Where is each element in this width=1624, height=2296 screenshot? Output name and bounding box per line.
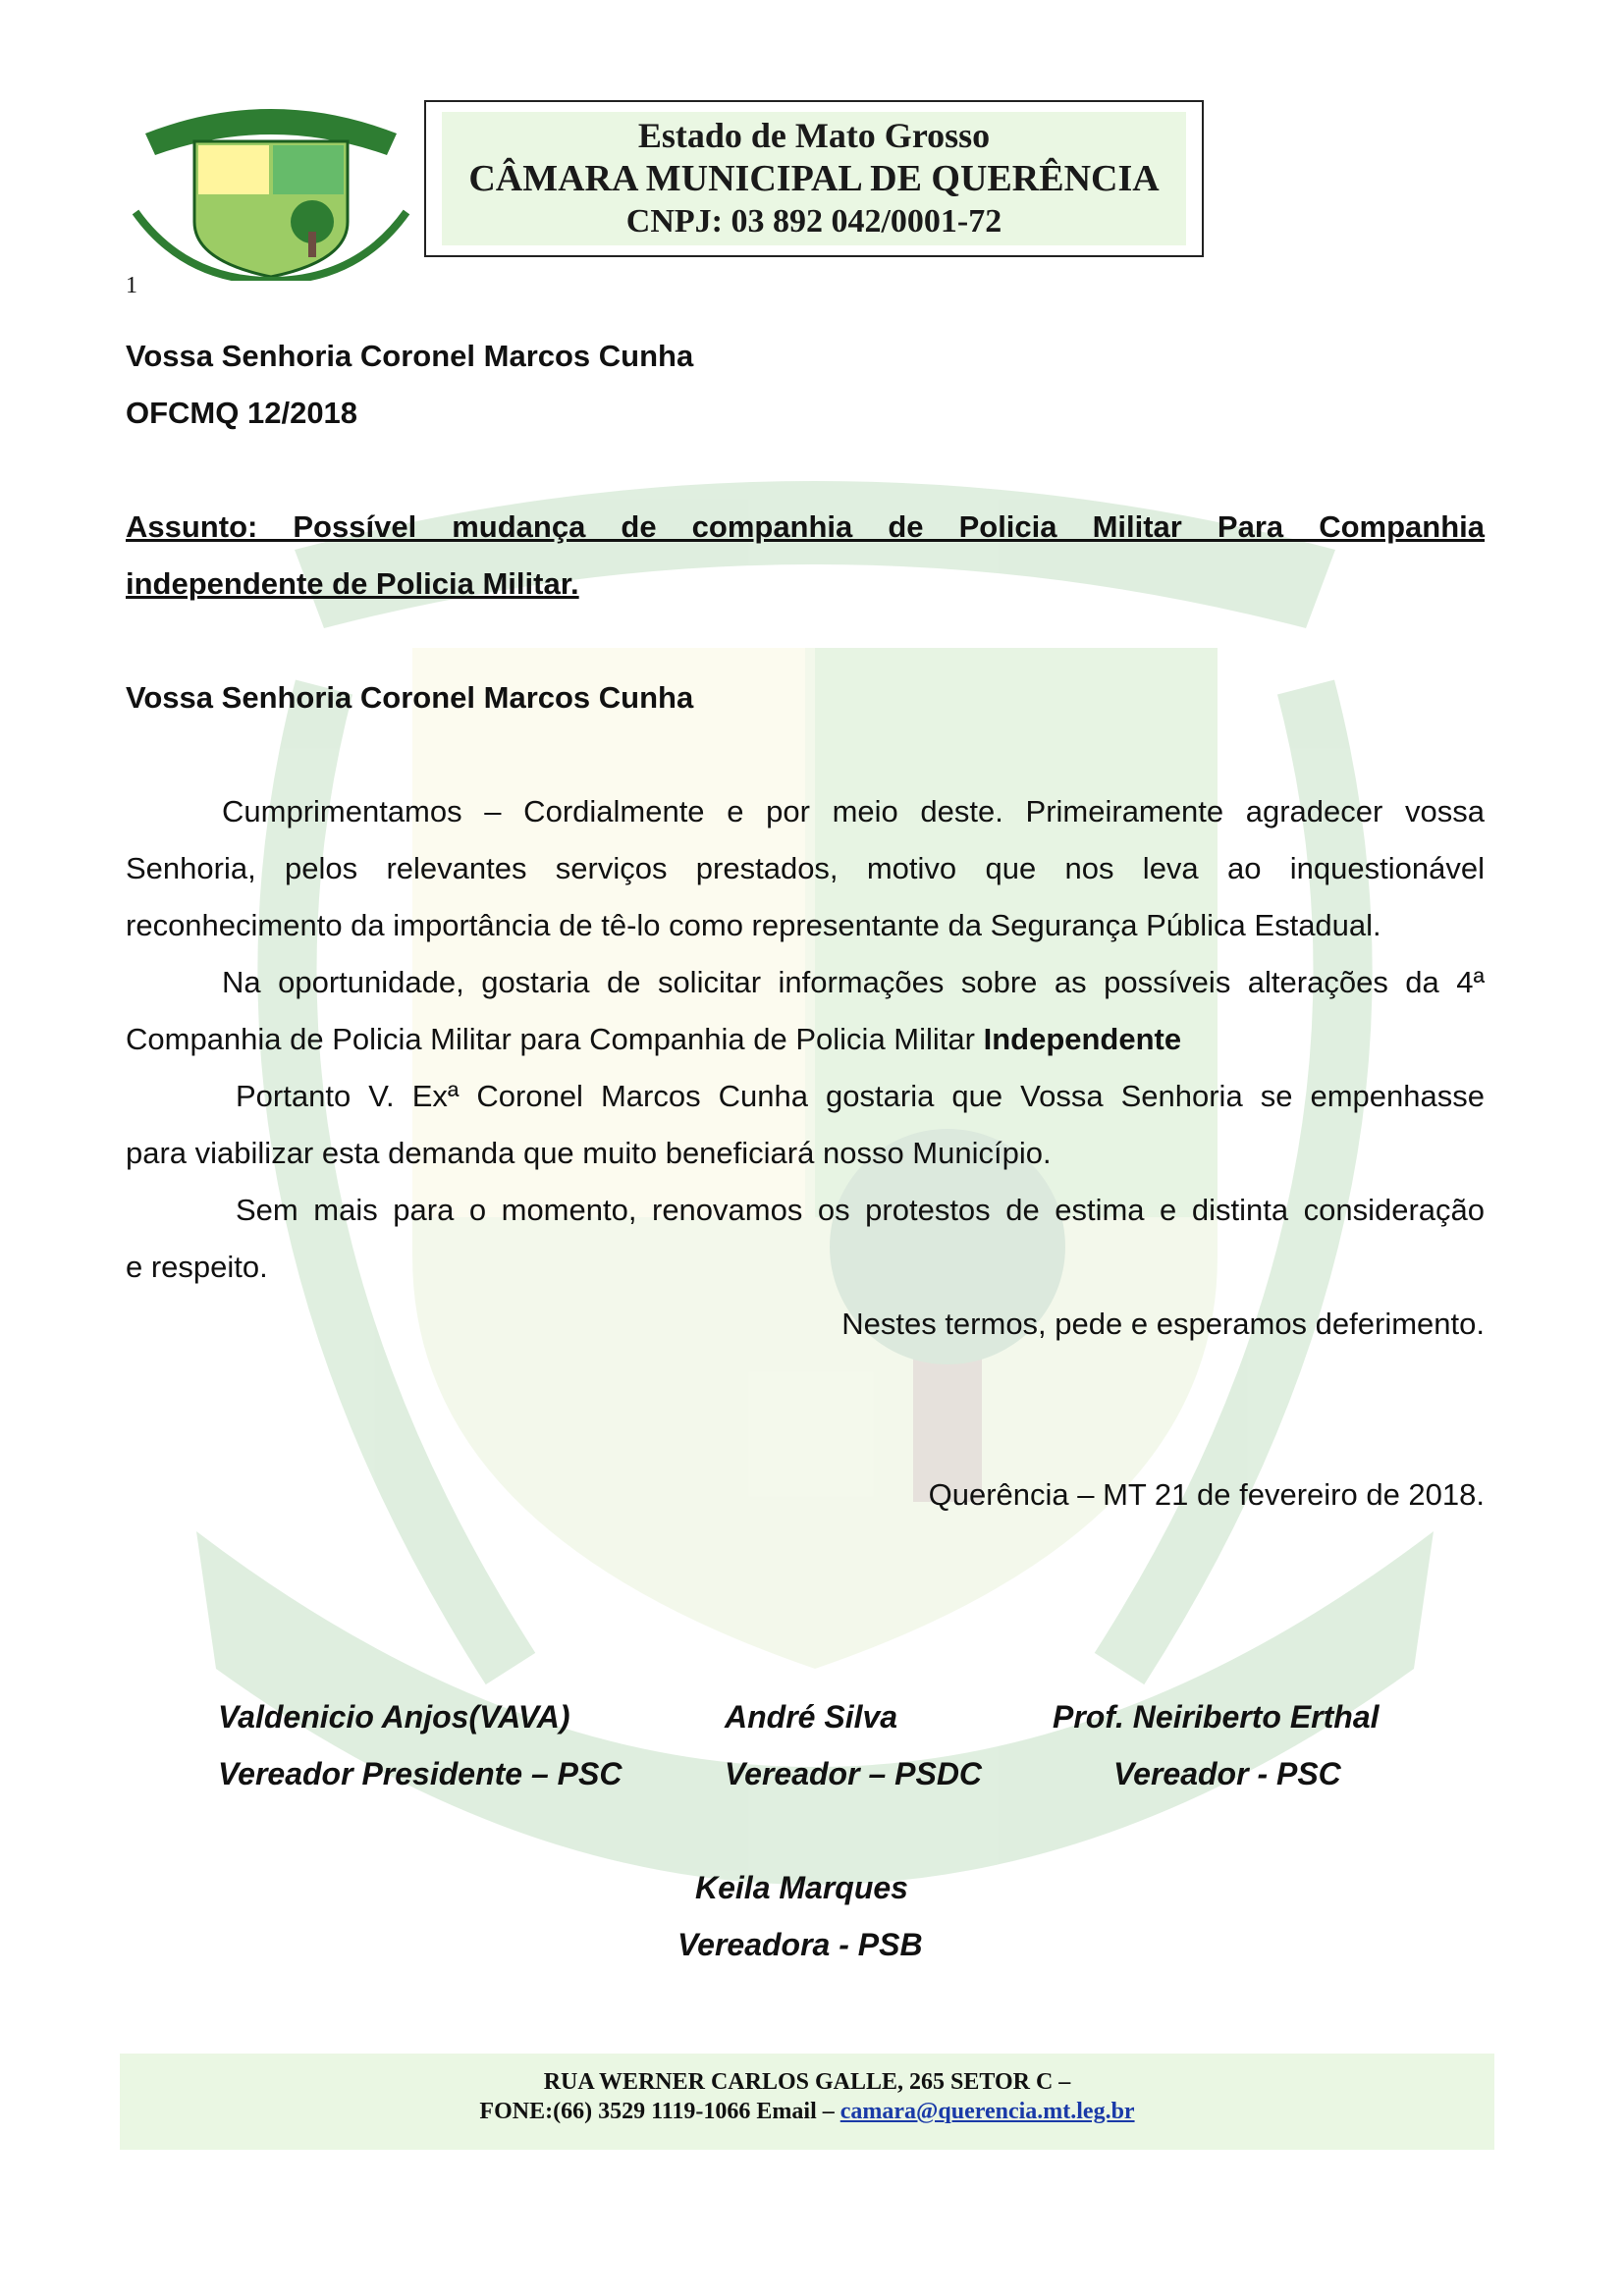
- recipient: Vossa Senhoria Coronel Marcos Cunha: [126, 339, 694, 373]
- header-chamber: CÂMARA MUNICIPAL DE QUERÊNCIA: [468, 158, 1160, 199]
- body-p4-line-1: Sem mais para o momento, renovamos os protestos de estima e distinta consideração: [236, 1193, 1485, 1227]
- header-box: [424, 100, 1204, 257]
- header-state: Estado de Mato Grosso: [637, 116, 991, 155]
- header-cnpj: CNPJ: 03 892 042/0001-72: [625, 203, 1002, 240]
- footer-email-link[interactable]: camara@querencia.mt.leg.br: [839, 2099, 1135, 2124]
- body-p2-line-2: [126, 1011, 1485, 1068]
- signatory-2-role: Vereador – PSDC: [725, 1756, 983, 1791]
- page-number: 1: [126, 273, 137, 298]
- header-inner: [442, 112, 1186, 245]
- body-p1-line-2: Senhoria, pelos relevantes serviços prestados, motivo que nos leva ao inquestionável: [126, 851, 1485, 885]
- footer-contact-prefix: FONE:(66) 3529 1119-1066 Email –: [479, 2099, 835, 2124]
- subject-line-1: Assunto: Possível mudança de companhia de Policia Militar Para Companhia: [126, 509, 1485, 544]
- signatory-4-name: Keila Marques: [695, 1870, 908, 1905]
- chamber-logo: [126, 94, 416, 281]
- footer-address: RUA WERNER CARLOS GALLE, 265 SETOR C –: [543, 2069, 1071, 2095]
- signatory-3-name: Prof. Neiriberto Erthal: [1053, 1699, 1380, 1735]
- body-p3-line-1: Portanto V. Exª Coronel Marcos Cunha gostaria que Vossa Senhoria se empenhasse: [236, 1079, 1485, 1113]
- signatory-4-role: Vereadora - PSB: [677, 1927, 923, 1962]
- body-p2-line-1: Na oportunidade, gostaria de solicitar informações sobre as possíveis alterações da 4ª: [222, 965, 1485, 999]
- footer-contact: [120, 2097, 1494, 2126]
- office-number: OFCMQ 12/2018: [126, 396, 358, 430]
- body-p3-line-2: para viabilizar esta demanda que muito beneficiará nosso Município.: [126, 1136, 1052, 1170]
- signatory-3-role: Vereador - PSC: [1113, 1756, 1341, 1791]
- subject-line-2: independente de Policia Militar.: [126, 566, 579, 601]
- salutation: Vossa Senhoria Coronel Marcos Cunha: [126, 680, 694, 715]
- body-p2-bold-word: Independente: [983, 1022, 1182, 1056]
- signatory-1-name: Valdenicio Anjos(VAVA): [218, 1699, 570, 1735]
- place-date: Querência – MT 21 de fevereiro de 2018.: [928, 1477, 1485, 1512]
- closing: Nestes termos, pede e esperamos deferimento.: [841, 1307, 1485, 1341]
- signatory-2-name: André Silva: [725, 1699, 898, 1735]
- body-p1-line-3: reconhecimento da importância de tê-lo como representante da Segurança Pública Estadual.: [126, 908, 1381, 942]
- footer: [120, 2054, 1494, 2150]
- signatory-1-role: Vereador Presidente – PSC: [218, 1756, 623, 1791]
- body-p2-line-2-text: Companhia de Policia Militar para Companhia de Policia Militar: [126, 1022, 975, 1056]
- body-p4-line-2: e respeito.: [126, 1250, 268, 1284]
- body-p1-line-1: Cumprimentamos – Cordialmente e por meio deste. Primeiramente agradecer vossa: [222, 794, 1485, 828]
